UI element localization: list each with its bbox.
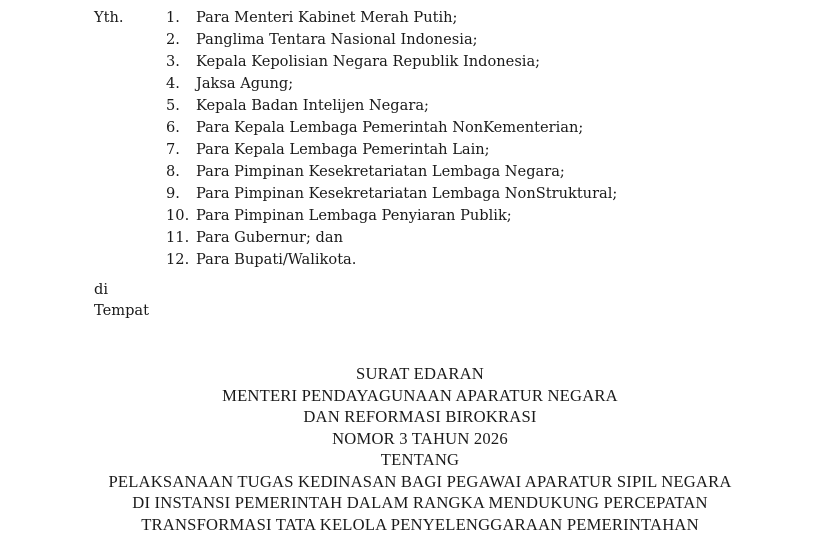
recipient-text: Kepala Kepolisian Negara Republik Indonesia;: [196, 53, 541, 70]
recipient-number: 6.: [166, 119, 180, 136]
recipient-number: 1.: [166, 9, 180, 26]
recipient-item: [166, 139, 617, 161]
document-number: NOMOR 3 TAHUN 2026: [332, 428, 508, 448]
recipient-item: [166, 205, 617, 227]
recipient-text: Para Kepala Lembaga Pemerintah Lain;: [196, 141, 490, 158]
recipient-number: 12.: [166, 251, 190, 268]
place-block: [94, 279, 149, 321]
recipient-number: 5.: [166, 97, 180, 114]
recipient-text: Para Menteri Kabinet Merah Putih;: [196, 9, 458, 26]
document-type: SURAT EDARAN: [356, 364, 484, 383]
recipient-number: 9.: [166, 185, 180, 202]
recipient-item: [166, 51, 617, 73]
subject-line-3: TRANSFORMASI TATA KELOLA PENYELENGGARAAN PEMERINTAHAN: [141, 514, 699, 534]
recipient-item: [166, 161, 617, 183]
recipient-number: 7.: [166, 141, 180, 158]
place-name: Tempat: [94, 302, 149, 319]
recipient-item: [166, 73, 617, 95]
recipient-item: [166, 227, 617, 249]
recipient-item: [166, 249, 617, 271]
issuer-line-2: DAN REFORMASI BIROKRASI: [303, 407, 537, 426]
recipient-number: 4.: [166, 75, 180, 92]
recipient-number: 2.: [166, 31, 180, 48]
subject-line-2: DI INSTANSI PEMERINTAH DALAM RANGKA MENDUKUNG PERCEPATAN: [132, 493, 708, 512]
recipient-text: Para Pimpinan Kesekretariatan Lembaga Negara;: [196, 163, 565, 180]
recipient-text: Jaksa Agung;: [196, 75, 294, 92]
recipient-text: Kepala Badan Intelijen Negara;: [196, 97, 429, 114]
recipient-text: Para Pimpinan Lembaga Penyiaran Publik;: [196, 207, 512, 224]
recipient-number: 3.: [166, 53, 180, 70]
recipient-text: Panglima Tentara Nasional Indonesia;: [196, 31, 478, 48]
circular-title-block: [0, 363, 840, 535]
subject-line-1: PELAKSANAAN TUGAS KEDINASAN BAGI PEGAWAI APARATUR SIPIL NEGARA: [108, 471, 732, 491]
recipient-item: [166, 95, 617, 117]
recipient-text: Para Pimpinan Kesekretariatan Lembaga NonStruktural;: [196, 185, 618, 202]
recipient-number: 10.: [166, 207, 190, 224]
recipient-text: Para Kepala Lembaga Pemerintah NonKementerian;: [196, 119, 584, 136]
recipient-item: [166, 7, 617, 29]
issuer-line-1: MENTERI PENDAYAGUNAAN APARATUR NEGARA: [222, 385, 618, 405]
recipient-number: 11.: [166, 229, 190, 246]
about-label: TENTANG: [380, 450, 460, 469]
recipient-number: 8.: [166, 163, 180, 180]
recipient-text: Para Gubernur; dan: [196, 229, 343, 246]
recipient-text: Para Bupati/Walikota.: [196, 251, 357, 268]
recipient-item: [166, 183, 617, 205]
salutation: Yth.: [94, 9, 124, 26]
place-preposition: di: [94, 281, 109, 298]
recipient-item: [166, 117, 617, 139]
recipient-list: [166, 7, 617, 271]
recipient-item: [166, 29, 617, 51]
